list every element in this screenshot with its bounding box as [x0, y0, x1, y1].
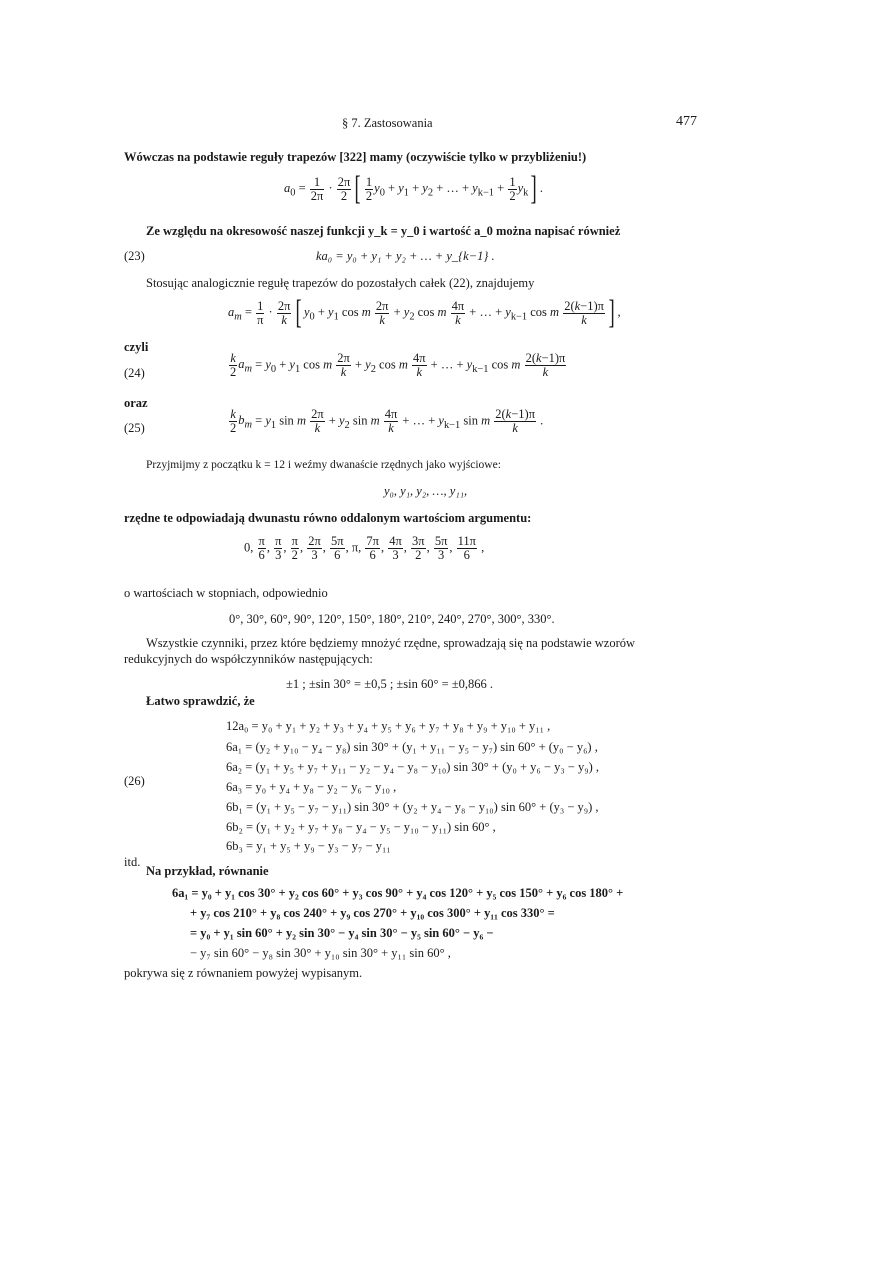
- equation-26-line: 6b₂ = (y₁ + y₂ + y₇ + y₈ − y₄ − y₅ − y₁₀ − y₁₁) sin 60° ,: [226, 820, 496, 834]
- equation-number: (25): [124, 421, 145, 435]
- ordinates-list: y₀, y₁, y₂, …, y₁₁,: [384, 484, 468, 498]
- equation-26-line: 12a₀ = y₀ + y₁ + y₂ + y₃ + y₄ + y₅ + y₆ + y₇ + y₈ + y₉ + y₁₀ + y₁₁ ,: [226, 719, 551, 733]
- paragraph-line: pokrywa się z równaniem powyżej wypisanym.: [124, 966, 363, 980]
- argument-values: 0, $\frac{\pi}{6}$ , $\frac{\pi}{3}$ , $\frac{\pi}{2}$ , $\frac{2\pi}{3}$ , $\frac{5\pi}{6}$ , π, $\frac{7\pi}{6}$ , $\frac{4\pi}{3}$ , $\frac{3\pi}{2}$ , $\frac{5\pi}{3}$ , $\frac{11\pi}{6}$ ,: [244, 534, 485, 562]
- equation-26-line: 6b₃ = y₁ + y₅ + y₉ − y₃ − y₇ − y₁₁: [226, 839, 391, 853]
- equation-26-line: 6b₁ = (y₁ + y₅ − y₇ − y₁₁) sin 30° + (y₂ + y₄ − y₈ − y₁₀) sin 60° + (y₃ − y₉) ,: [226, 800, 599, 814]
- page-number: 477: [676, 114, 697, 129]
- paragraph-line: Łatwo sprawdzić, że: [146, 694, 255, 708]
- example-line: 6a₁ = y₀ + y₁ cos 30° + y₂ cos 60° + y₃ cos 90° + y₄ cos 120° + y₅ cos 150° + y₆ cos 180° +: [172, 886, 624, 900]
- paragraph-line: oraz: [124, 396, 148, 410]
- equation-24: $\frac{k}{2}$ $a_m = y_0 + y_1$ cos m $\frac{2\pi}{k}$ + $y_2$ cos m $\frac{4\pi}{k}$ + … + $y_{k-1}$ cos m $\frac{2(k-1)\pi}{k}$: [230, 351, 566, 379]
- paragraph-line: Ze względu na okresowość naszej funkcji y_k = y_0 i wartość a_0 można napisać również: [146, 224, 621, 238]
- paragraph-line: Przyjmijmy z początku k = 12 i weźmy dwanaście rzędnych jako wyjściowe:: [146, 459, 501, 471]
- equation-number: (23): [124, 249, 145, 263]
- equation-number: (24): [124, 366, 145, 380]
- equation-26-line: 6a₃ = y₀ + y₄ + y₈ − y₂ − y₆ − y₁₀ ,: [226, 780, 397, 794]
- equation-number: (26): [124, 774, 145, 788]
- paragraph-line: czyli: [124, 340, 149, 354]
- example-line: + y₇ cos 210° + y₈ cos 240° + y₉ cos 270° + y₁₀ cos 300° + y₁₁ cos 330° =: [190, 906, 555, 920]
- equation-23: ka₀ = y₀ + y₁ + y₂ + … + y_{k−1} .: [316, 249, 495, 263]
- paragraph-line: Stosując analogicznie regułę trapezów do pozostałych całek (22), znajdujemy: [146, 276, 535, 290]
- running-header: § 7. Zastosowania: [342, 116, 433, 130]
- paragraph-line: itd.: [124, 855, 141, 869]
- formula-am: $a_m$ = $\frac{1}{\pi}$ · $\frac{2\pi}{k}$ [ $y_0 + y_1$ cos m $\frac{2\pi}{k}$ + $y_2$ cos m $\frac{4\pi}{k}$ + … + $y_{k-1}$ cos m $\frac{2(k-1)\pi}{k}$ ] ,: [228, 294, 621, 331]
- paragraph-line: Wszystkie czynniki, przez które będziemy mnożyć rzędne, sprowadzają się na podstawie wzorów: [146, 636, 636, 650]
- coefficient-values: ±1 ; ±sin 30° = ±0,5 ; ±sin 60° = ±0,866 .: [286, 677, 494, 691]
- equation-25: $\frac{k}{2}$ $b_m = y_1$ sin m $\frac{2\pi}{k}$ + $y_2$ sin m $\frac{4\pi}{k}$ + … + $y_{k-1}$ sin m $\frac{2(k-1)\pi}{k}$ .: [230, 407, 544, 435]
- equation-26-line: 6a₁ = (y₂ + y₁₀ − y₄ − y₈) sin 30° + (y₁ + y₁₁ − y₅ − y₇) sin 60° + (y₀ − y₆) ,: [226, 740, 598, 754]
- paragraph-line: redukcyjnych do współczynników następujących:: [124, 652, 373, 666]
- paragraph-line: o wartościach w stopniach, odpowiednio: [124, 586, 328, 600]
- paragraph-line: rzędne te odpowiadają dwunastu równo oddalonym wartościom argumentu:: [124, 511, 532, 525]
- paragraph-line: Na przykład, równanie: [146, 864, 269, 878]
- equation-26-line: 6a₂ = (y₁ + y₅ + y₇ + y₁₁ − y₂ − y₄ − y₈ − y₁₀) sin 30° + (y₀ + y₆ − y₃ − y₉) ,: [226, 760, 599, 774]
- degree-values: 0°, 30°, 60°, 90°, 120°, 150°, 180°, 210°, 240°, 270°, 300°, 330°.: [229, 612, 555, 626]
- example-line: − y₇ sin 60° − y₈ sin 30° + y₁₀ sin 30° + y₁₁ sin 60° ,: [190, 946, 451, 960]
- formula-a0: $a_0$ = $\frac{1}{2\pi}$ · $\frac{2\pi}{2}$ [ $\frac{1}{2}$ $y_0 + y_1 + y_2$ + … + $y_{k-1}$ + $\frac{1}{2}$ $y_k$ ] .: [284, 170, 544, 207]
- paragraph-line: Wówczas na podstawie reguły trapezów [322] mamy (oczywiście tylko w przybliżeniu!): [124, 150, 587, 164]
- example-line: = y₀ + y₁ sin 60° + y₂ sin 30° − y₄ sin 30° − y₅ sin 60° − y₆ −: [190, 926, 494, 940]
